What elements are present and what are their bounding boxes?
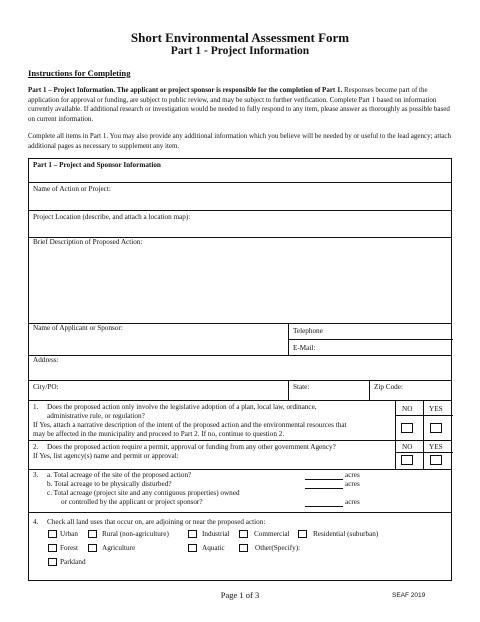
q1-yes-label: YES: [429, 405, 443, 413]
acres-unit-a: acres: [345, 471, 360, 479]
address-label: Address:: [33, 356, 59, 364]
acres-unit-b: acres: [345, 480, 360, 488]
question-1-line-1: Does the proposed action only involve the legislative adoption of a plan, local law, ordinance,: [47, 403, 317, 411]
instructions-paragraph-2: Complete all items in Part 1. You may also provide any additional information which you believe will be needed by or useful to the lead agency; attach additional pages as necessary to supplement any item.: [28, 132, 452, 150]
question-1-line-4: may be affected in the municipality and proceed to Part 2. If no, continue to question 2.: [33, 430, 285, 438]
agriculture-checkbox[interactable]: [88, 544, 97, 552]
q1-no-yes-divider: [423, 401, 424, 440]
q2-no-yes-divider: [423, 441, 424, 469]
urban-label: Urban: [60, 530, 78, 538]
question-3-number: 3.: [33, 471, 39, 479]
project-location-field[interactable]: [29, 211, 451, 238]
q2-yes-label: YES: [429, 443, 443, 451]
telephone-field[interactable]: Telephone: [293, 327, 323, 335]
page-subtitle: Part 1 - Project Information: [170, 45, 310, 57]
industrial-label: Industrial: [202, 530, 230, 538]
section-header-row: [29, 159, 451, 183]
question-3c-text-2: or controlled by the applicant or project sponsor?: [61, 498, 203, 506]
zip-code-field[interactable]: Zip Code:: [374, 383, 403, 391]
question-2-number: 2.: [33, 443, 39, 451]
rural-checkbox[interactable]: [88, 530, 97, 538]
question-3-row: [29, 470, 451, 513]
commercial-label: Commercial: [254, 530, 290, 538]
q1-header-divider: [395, 415, 453, 416]
question-2-row: [29, 441, 451, 470]
applicant-name-label: Name of Applicant or Sponsor:: [33, 324, 123, 332]
question-1-line-2: administrative rule, or regulation?: [47, 412, 145, 420]
other-label: Other(Specify):: [255, 544, 301, 552]
residential-label: Residential (suburban): [313, 530, 379, 538]
q1-no-answer-checkbox[interactable]: [401, 423, 413, 433]
page-number: Page 1 of 3: [220, 590, 260, 600]
urban-checkbox[interactable]: [48, 530, 57, 538]
question-3b-text: b. Total acreage to be physically disturbed?: [47, 480, 172, 488]
form-code: SEAF 2019: [392, 592, 426, 599]
city-state-zip-row: [29, 381, 451, 401]
question-2-line-2: If Yes, list agency(s) name and permit or approval:: [33, 452, 179, 460]
rural-label: Rural (non-agriculture): [102, 530, 169, 538]
brief-description-label: Brief Description of Proposed Action:: [33, 238, 143, 246]
acreage-a-input[interactable]: [305, 479, 343, 480]
parkland-checkbox[interactable]: [48, 558, 57, 566]
applicant-row: [29, 324, 451, 356]
project-location-label: Project Location (describe, and attach a location map):: [33, 213, 191, 221]
part1-rest-text: Responses become part of the application for approval or funding, are subject to public review, and may be subject to further verification. Complete Part 1 based on information currently available. If additional research or investigation would be needed to fully respond to any item, please answer as thoroughly as possible based on current information.: [28, 86, 450, 123]
question-4-number: 4.: [33, 518, 39, 526]
q2-header-divider: [395, 452, 453, 453]
question-1-number: 1.: [33, 403, 39, 411]
email-field[interactable]: E-Mail:: [293, 344, 316, 352]
acreage-b-input[interactable]: [305, 488, 343, 489]
parkland-label: Parkland: [60, 558, 86, 566]
instructions-heading: Instructions for Completing: [28, 68, 131, 78]
city-state-divider: [288, 381, 289, 400]
name-of-action-label: Name of Action or Project:: [33, 185, 111, 193]
question-4-text: Check all land uses that occur on, are adjoining or near the proposed action:: [47, 518, 266, 526]
state-field[interactable]: State:: [293, 383, 310, 391]
forest-checkbox[interactable]: [48, 544, 57, 552]
question-1-row: [29, 401, 451, 441]
city-po-field[interactable]: City/PO:: [33, 383, 59, 391]
q1-answer-divider: [395, 401, 396, 440]
address-field[interactable]: [29, 356, 451, 381]
q1-yes-answer-checkbox[interactable]: [430, 423, 442, 433]
question-3c-text-1: c. Total acreage (project site and any contiguous properties) owned: [47, 489, 240, 497]
telephone-email-divider: [288, 339, 453, 340]
aquatic-label: Aquatic: [202, 544, 225, 552]
acres-unit-c: acres: [345, 498, 360, 506]
section-header: Part 1 – Project and Sponsor Information: [33, 161, 161, 169]
part1-bold-text: Part 1 – Project Information. The applicant or project sponsor is responsible for the completion of Part 1.: [28, 86, 343, 94]
q2-no-checkbox[interactable]: [401, 455, 413, 465]
page-title: Short Environmental Assessment Form: [130, 30, 350, 45]
question-1-line-3: If Yes, attach a narrative description of the intent of the proposed action and the environmental resources that: [33, 421, 347, 429]
q2-answer-divider: [395, 441, 396, 469]
aquatic-checkbox[interactable]: [188, 544, 197, 552]
question-2-line-1: Does the proposed action require a permit, approval or funding from any other government Agency?: [47, 443, 336, 451]
instructions-paragraph-1: [28, 86, 456, 124]
agriculture-label: Agriculture: [102, 544, 136, 552]
project-information-form: [28, 158, 452, 581]
commercial-checkbox[interactable]: [239, 530, 248, 538]
name-of-action-field[interactable]: [29, 183, 451, 211]
residential-checkbox[interactable]: [298, 530, 307, 538]
q2-no-label: NO: [402, 443, 413, 451]
forest-label: Forest: [60, 544, 78, 552]
question-3a-text: a. Total acreage of the site of the proposed action?: [47, 471, 192, 479]
q2-yes-checkbox[interactable]: [430, 455, 442, 465]
other-checkbox[interactable]: [239, 544, 248, 552]
acreage-c-input[interactable]: [305, 506, 343, 507]
industrial-checkbox[interactable]: [188, 530, 197, 538]
q1-no-label: NO: [402, 405, 413, 413]
state-zip-divider: [369, 381, 370, 400]
brief-description-field[interactable]: [29, 238, 451, 324]
